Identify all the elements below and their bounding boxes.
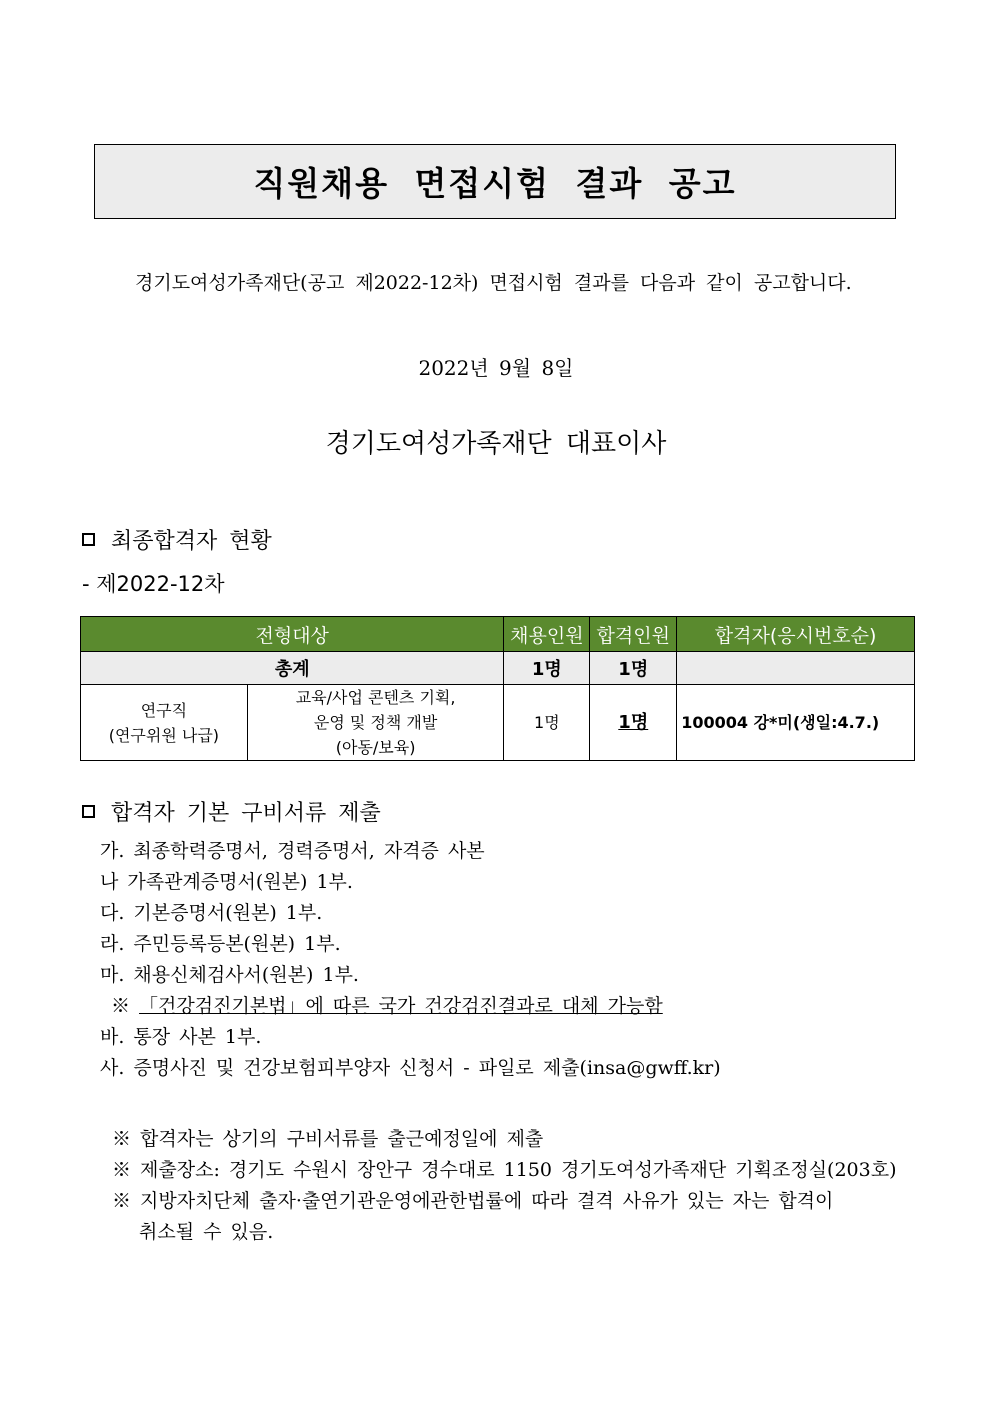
- section-final-successful-heading: [82, 524, 272, 555]
- row-hire: 1명: [504, 685, 590, 761]
- field-line: 교육/사업 콘텐츠 기획,: [295, 688, 456, 707]
- note-item: ※ 지방자치단체 출자·출연기관운영에관한법률에 따라 결격 사유가 있는 자는 합격이: [112, 1190, 834, 1212]
- section-title: 최종합격자 현황: [111, 529, 272, 554]
- total-hire: 1명: [504, 652, 590, 685]
- list-item: 라. 주민등록등본(원본) 1부.: [100, 933, 341, 955]
- announcement-number: - 제2022-12차: [82, 572, 225, 596]
- list-item: 다. 기본증명서(원본) 1부.: [100, 902, 323, 924]
- job-cell: [81, 685, 248, 761]
- list-item: 가. 최종학력증명서, 경력증명서, 자격증 사본: [100, 840, 485, 862]
- row-pass: [590, 685, 677, 761]
- documents-list: [100, 836, 721, 1084]
- note-item: ※ 제출장소: 경기도 수원시 장안구 경수대로 1150 경기도여성가족재단 기획조정실(203호): [112, 1159, 897, 1181]
- job-title: 연구직: [140, 700, 188, 720]
- health-note-text: 「건강검진기본법」에 따른 국가 건강검진결과로 대체 가능함: [139, 995, 663, 1017]
- note-item-continuation: 취소될 수 있음.: [139, 1221, 274, 1243]
- table-header-row: [81, 617, 915, 652]
- page-title: 직원채용 면접시험 결과 공고: [94, 144, 896, 219]
- header-target: 전형대상: [81, 617, 504, 652]
- list-item: 나 가족관계증명서(원본) 1부.: [100, 871, 353, 893]
- list-item: 바. 통장 사본 1부.: [100, 1026, 262, 1048]
- checkbox-square-icon: [82, 533, 95, 546]
- list-item: 사. 증명사진 및 건강보험피부양자 신청서 - 파일로 제출(insa@gwff.kr): [100, 1057, 721, 1079]
- header-pass-count: 합격인원: [590, 617, 677, 652]
- signer: 경기도여성가족재단 대표이사: [325, 429, 667, 459]
- header-successful-list: 합격자(응시번호순): [677, 617, 915, 652]
- results-table: [80, 616, 915, 761]
- pass-count-value: 1명: [618, 712, 649, 733]
- note-item: ※ 합격자는 상기의 구비서류를 출근예정일에 제출: [112, 1128, 544, 1150]
- field-cell: [247, 685, 504, 761]
- section-title: 합격자 기본 구비서류 제출: [111, 801, 381, 826]
- field-line: (아동/보육): [335, 738, 416, 757]
- job-grade: (연구위원 나급): [108, 725, 220, 745]
- successful-candidate: 100004 강*미(생일:4.7.): [677, 685, 915, 761]
- announcement-date: 2022년 9월 8일: [418, 356, 574, 380]
- notes-list: [112, 1124, 897, 1248]
- health-check-note: [100, 991, 721, 1022]
- table-total-row: [81, 652, 915, 685]
- checkbox-square-icon: [82, 805, 95, 818]
- table-row: [81, 685, 915, 761]
- total-names: [677, 652, 915, 685]
- list-item: 마. 채용신체검사서(원본) 1부.: [100, 964, 359, 986]
- section-documents-heading: [82, 796, 381, 827]
- total-pass: 1명: [590, 652, 677, 685]
- note-mark: ※: [111, 995, 140, 1017]
- field-line: 운영 및 정책 개발: [313, 713, 438, 732]
- intro-text: 경기도여성가족재단(공고 제2022-12차) 면접시험 결과를 다음과 같이 공고합니다.: [135, 272, 852, 294]
- header-hire-count: 채용인원: [504, 617, 590, 652]
- total-label: 총계: [81, 652, 504, 685]
